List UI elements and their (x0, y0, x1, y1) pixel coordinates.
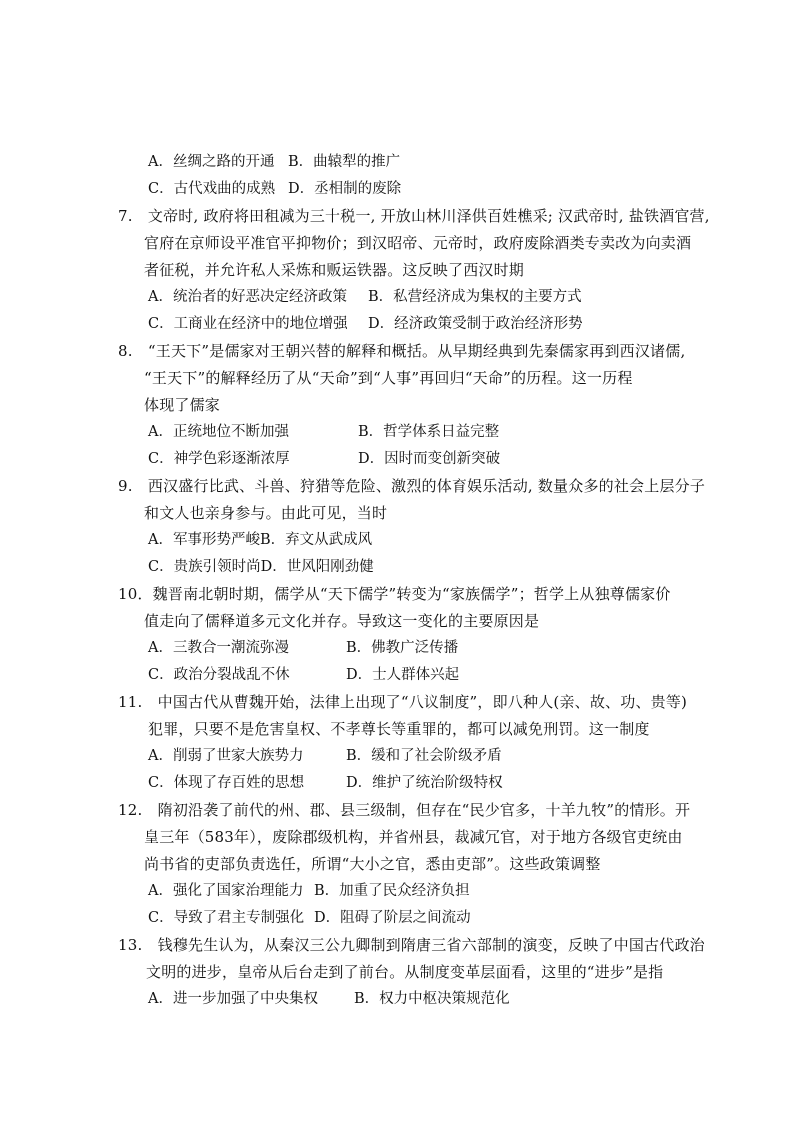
q8-stem-line-2: “王天下”的解释经历了从“天命”到“人事”再回归“天命”的历程。这一历程 (144, 369, 633, 387)
q9-stem-line-1: 9. 西汉盛行比武、斗兽、狩猎等危险、激烈的体育娱乐活动, 数量众多的社会上层分子 (118, 477, 706, 495)
q6-option-d[interactable]: D．丞相制的废除 (288, 181, 402, 197)
q8-option-b[interactable]: B．哲学体系日益完整 (358, 424, 500, 440)
q13-option-b[interactable]: B．权力中枢决策规范化 (354, 991, 510, 1007)
q7-option-c[interactable]: C．工商业在经济中的地位增强 (148, 316, 348, 332)
q7-option-d[interactable]: D．经济政策受制于政治经济形势 (368, 316, 583, 332)
q7-stem-line-3: 者征税，并允许私人采炼和贩运铁器。这反映了西汉时期 (144, 261, 525, 279)
q7-option-b[interactable]: B．私营经济成为集权的主要方式 (368, 289, 582, 305)
q10-option-a[interactable]: A．三教合一潮流弥漫 (148, 640, 289, 656)
q7-option-a[interactable]: A．统治者的好恶决定经济政策 (148, 289, 347, 305)
q8-stem-line-1: 8. “王天下”是儒家对王朝兴替的解释和概括。从早期经典到先秦儒家再到西汉诸儒, (118, 342, 686, 360)
q7-stem-line-2: 官府在京师设平准官平抑物价；到汉昭帝、元帝时，政府废除酒类专卖改为向卖酒 (144, 234, 692, 252)
q12-option-a[interactable]: A．强化了国家治理能力 (148, 883, 304, 899)
q12-stem-line-1: 12. 隋初沿袭了前代的州、郡、县三级制，但存在“民少官多，十羊九牧”的情形。开 (118, 801, 691, 819)
q12-option-d[interactable]: D．阻碍了阶层之间流动 (314, 910, 471, 926)
q6-option-c[interactable]: C．古代戏曲的成熟 (148, 181, 276, 197)
q9-option-ab[interactable]: A．军事形势严峻B．弃文从武成风 (148, 532, 373, 548)
q10-stem-line-1: 10．魏晋南北朝时期，儒学从“天下儒学”转变为“家族儒学”；哲学上从独尊儒家价 (118, 585, 671, 603)
q12-option-b[interactable]: B．加重了民众经济负担 (314, 883, 470, 899)
q12-option-c[interactable]: C．导致了君主专制强化 (148, 910, 305, 926)
q8-stem-line-3: 体现了儒家 (144, 396, 221, 414)
q11-option-c[interactable]: C．体现了存百姓的思想 (148, 775, 305, 791)
q6-option-b[interactable]: B．曲辕犁的推广 (288, 154, 401, 170)
q11-stem-line-2: 犯罪，只要不是危害皇权、不孝尊长等重罪的，都可以减免刑罚。这一制度 (148, 720, 650, 738)
q12-stem-line-3: 尚书省的吏部负责选任，所谓“大小之官，悉由吏部”。这些政策调整 (144, 855, 601, 873)
q13-option-a[interactable]: A．进一步加强了中央集权 (148, 991, 318, 1007)
q8-option-a[interactable]: A．正统地位不断加强 (148, 424, 289, 440)
q13-stem-line-1: 13. 钱穆先生认为，从秦汉三公九卿制到隋唐三省六部制的演变，反映了中国古代政治 (118, 936, 705, 954)
q13-stem-line-2: 文明的进步，皇帝从后台走到了前台。从制度变革层面看，这里的“进步”是指 (146, 963, 664, 981)
q10-option-c[interactable]: C．政治分裂战乱不休 (148, 667, 290, 683)
q8-option-c[interactable]: C．神学色彩逐渐浓厚 (148, 451, 290, 467)
q7-stem-line-1: 7. 文帝时, 政府将田租减为三十税一, 开放山林川泽供百姓樵采; 汉武帝时, 盐铁酒官营, (118, 207, 710, 225)
q11-stem-line-1: 11. 中国古代从曹魏开始，法律上出现了“八议制度”，即八种人(亲、故、功、贵等) (118, 693, 688, 711)
q10-option-b[interactable]: B．佛教广泛传播 (346, 640, 459, 656)
q12-stem-line-2: 皇三年（583年），废除郡级机构，并省州县，裁减冗官，对于地方各级官吏统由 (144, 828, 683, 846)
q10-option-d[interactable]: D．士人群体兴起 (346, 667, 460, 683)
q9-stem-line-2: 和文人也亲身参与。由此可见，当时 (144, 504, 388, 522)
q8-option-d[interactable]: D．因时而变创新突破 (358, 451, 501, 467)
q11-option-a[interactable]: A．削弱了世家大族势力 (148, 748, 304, 764)
q9-option-cd[interactable]: C．贵族引领时尚D．世风阳刚劲健 (148, 559, 374, 575)
q11-option-b[interactable]: B．缓和了社会阶级矛盾 (346, 748, 502, 764)
q6-option-a[interactable]: A．丝绸之路的开通 (148, 154, 275, 170)
q11-option-d[interactable]: D．维护了统治阶级特权 (346, 775, 503, 791)
q10-stem-line-2: 值走向了儒释道多元文化并存。导致这一变化的主要原因是 (144, 612, 540, 630)
